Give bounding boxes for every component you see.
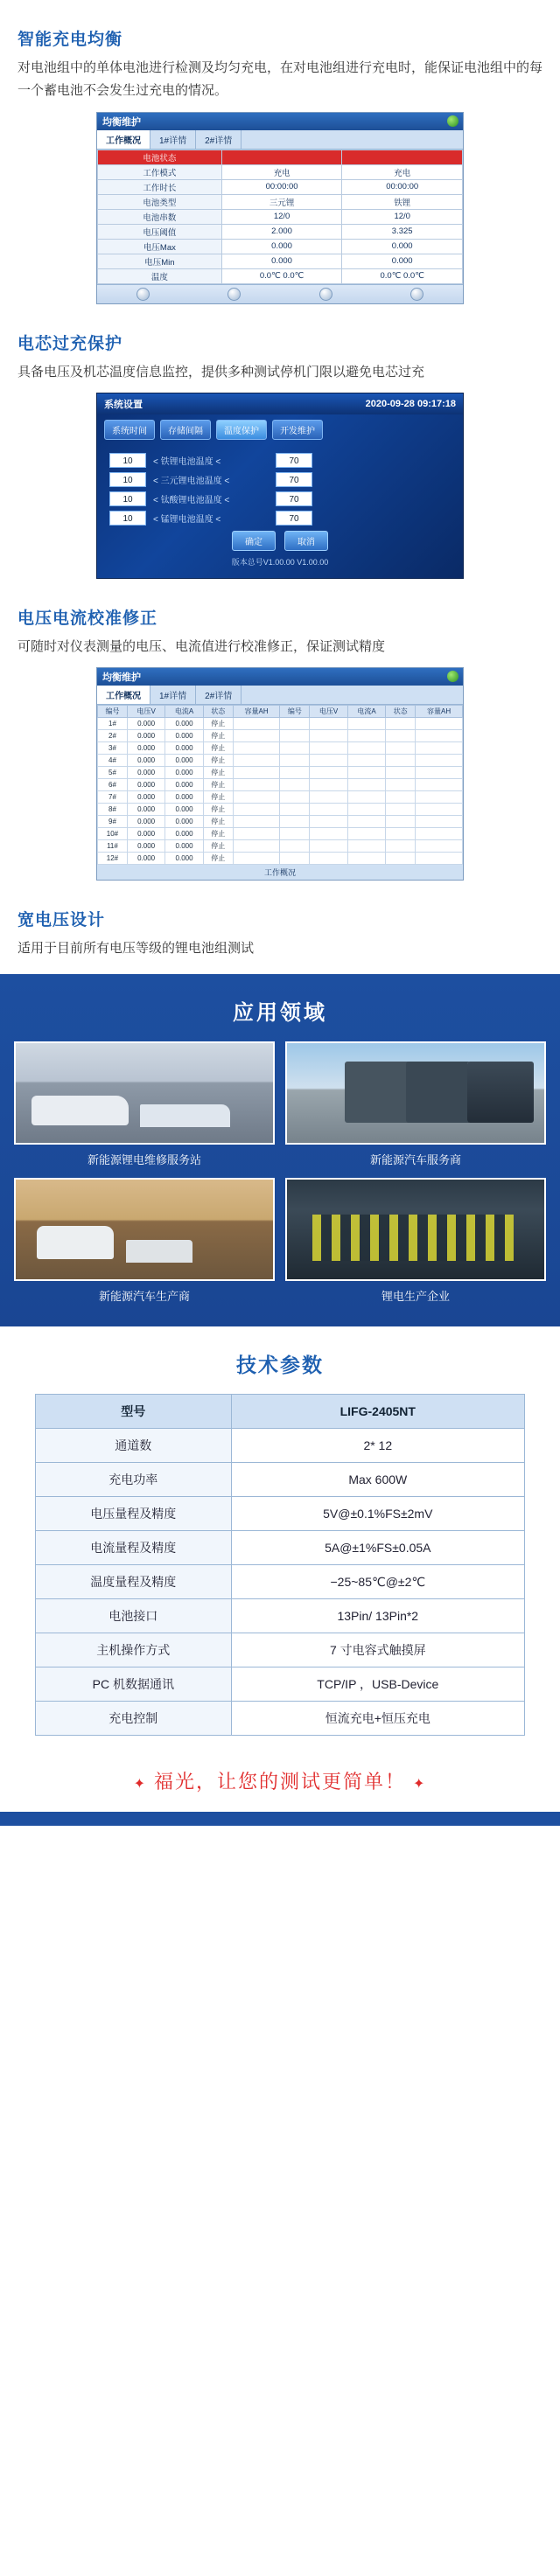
table-row [98, 853, 463, 865]
min-temp-input[interactable]: 10 [109, 472, 146, 487]
shot3-footer-label: 工作概况 [97, 865, 463, 880]
spec-row [36, 1633, 525, 1667]
card-caption: 新能源汽车服务商 [369, 1153, 461, 1167]
row-value-2 [342, 150, 463, 164]
cell-voltage-2 [310, 840, 347, 853]
table-row-status [98, 150, 463, 164]
col-no-2: 编号 [280, 706, 310, 718]
cell-voltage: 0.000 [127, 816, 164, 828]
cell-voltage: 0.000 [127, 755, 164, 767]
spec-header-row [36, 1395, 525, 1429]
row-value-2: 12/0 [342, 209, 463, 224]
cell-no-2 [280, 718, 310, 730]
section-body: 适用于目前所有电压等级的锂电池组测试 [18, 941, 255, 956]
cell-current-2 [347, 767, 385, 779]
section-wide-voltage [0, 886, 560, 960]
table-header-row [98, 706, 463, 718]
cell-no: 12# [98, 853, 128, 865]
max-temp-input[interactable]: 70 [276, 511, 312, 526]
table-row [98, 209, 463, 224]
table-row [98, 767, 463, 779]
cell-current: 0.000 [165, 767, 203, 779]
cell-no: 4# [98, 755, 128, 767]
cell-voltage: 0.000 [127, 767, 164, 779]
col-capacity: 容量AH [233, 706, 280, 718]
cell-capacity [233, 791, 280, 804]
cell-capacity-2 [416, 840, 463, 853]
shot1-footer-buttons[interactable] [97, 284, 463, 303]
section-smart-balance [0, 5, 560, 103]
cell-no: 9# [98, 816, 128, 828]
application-grid [0, 1041, 560, 1305]
cell-voltage-2 [310, 767, 347, 779]
cell-capacity-2 [416, 779, 463, 791]
cell-status-2 [386, 853, 416, 865]
cell-capacity [233, 816, 280, 828]
application-card [285, 1178, 546, 1305]
cell-current-2 [347, 718, 385, 730]
table-row [98, 730, 463, 742]
row-value-2: 0.000 [342, 239, 463, 254]
cell-voltage-2 [310, 816, 347, 828]
col-no: 编号 [98, 706, 128, 718]
min-temp-input[interactable]: 10 [109, 453, 146, 468]
cell-current-2 [347, 840, 385, 853]
row-value-1: 0.000 [221, 239, 342, 254]
table-row [98, 742, 463, 755]
footer-button-4-icon[interactable] [410, 288, 424, 301]
row-value-1 [221, 150, 342, 164]
shot1-table [97, 150, 463, 284]
shot3-titlebar [97, 668, 463, 686]
cell-current-2 [347, 816, 385, 828]
temp-row-label: < 锰锂电池温度 < [153, 514, 221, 525]
spec-value: TCP/IP ，USB-Device [231, 1667, 524, 1702]
section-application-fields [0, 974, 560, 1326]
cell-current-2 [347, 730, 385, 742]
cell-capacity [233, 718, 280, 730]
tab-detail-2[interactable]: 2#详情 [196, 130, 242, 149]
cell-status-2 [386, 804, 416, 816]
cell-capacity-2 [416, 718, 463, 730]
cell-capacity [233, 828, 280, 840]
spec-row [36, 1599, 525, 1633]
temp-row [109, 511, 451, 526]
col-status-2: 状态 [386, 706, 416, 718]
row-label: 电压Max [98, 239, 222, 254]
cell-current: 0.000 [165, 779, 203, 791]
spec-key: 型号 [36, 1395, 232, 1429]
col-voltage-2: 电压V [310, 706, 347, 718]
cancel-button[interactable]: 取消 [284, 531, 328, 551]
cell-capacity [233, 779, 280, 791]
cell-capacity [233, 840, 280, 853]
shot2-rows [97, 445, 463, 571]
footer-button-3-icon[interactable] [319, 288, 332, 301]
spec-value: 2* 12 [231, 1429, 524, 1463]
cell-status-2 [386, 828, 416, 840]
application-card [14, 1041, 275, 1169]
section-title: 宽电压设计 [18, 911, 106, 929]
temp-row [109, 472, 451, 487]
card-caption: 锂电生产企业 [381, 1290, 450, 1304]
tab-temperature-protection[interactable]: 温度保护 [216, 420, 267, 440]
cell-status: 停止 [203, 730, 233, 742]
cell-current: 0.000 [165, 804, 203, 816]
spec-row [36, 1565, 525, 1599]
spec-value: 13Pin/ 13Pin*2 [231, 1599, 524, 1633]
shot3-title: 均衡维护 [102, 672, 141, 683]
cell-status: 停止 [203, 840, 233, 853]
section-calibration [0, 584, 560, 658]
spec-row [36, 1531, 525, 1565]
cell-status: 停止 [203, 742, 233, 755]
cell-voltage-2 [310, 791, 347, 804]
row-value-1: 三元锂 [221, 194, 342, 209]
cell-current: 0.000 [165, 718, 203, 730]
cell-status-2 [386, 742, 416, 755]
tab-work-overview[interactable]: 工作概况 [97, 686, 150, 704]
row-value-2: 3.325 [342, 224, 463, 239]
confirm-button[interactable]: 确定 [232, 531, 276, 551]
row-label: 电池类型 [98, 194, 222, 209]
cell-capacity-2 [416, 742, 463, 755]
section-title: 电芯过充保护 [18, 334, 123, 353]
cell-status-2 [386, 730, 416, 742]
cell-capacity-2 [416, 853, 463, 865]
row-label: 电压Min [98, 254, 222, 268]
cell-voltage: 0.000 [127, 840, 164, 853]
application-card [285, 1041, 546, 1169]
cell-voltage: 0.000 [127, 853, 164, 865]
shot2-datetime: 2020-09-28 09:17:18 [365, 398, 456, 409]
cell-current-2 [347, 853, 385, 865]
max-temp-input[interactable]: 70 [276, 472, 312, 487]
footer-slogan [0, 1744, 560, 1803]
card-caption: 新能源汽车生产商 [98, 1290, 190, 1304]
temp-row-label: < 钛酸锂电池温度 < [153, 495, 230, 505]
spec-key: 充电功率 [36, 1463, 232, 1497]
tab-detail-1[interactable]: 1#详情 [150, 130, 196, 149]
spec-value: Max 600W [231, 1463, 524, 1497]
cell-no: 6# [98, 779, 128, 791]
footer-button-1-icon[interactable] [136, 288, 150, 301]
spec-key: PC 机数据通讯 [36, 1667, 232, 1702]
cell-no: 5# [98, 767, 128, 779]
row-value-2: 00:00:00 [342, 179, 463, 194]
cell-voltage: 0.000 [127, 779, 164, 791]
temp-row [109, 491, 451, 506]
photo-repair-station [14, 1041, 275, 1145]
temp-row-label: < 铁锂电池温度 < [153, 456, 221, 467]
spec-key: 电流量程及精度 [36, 1531, 232, 1565]
col-capacity-2: 容量AH [416, 706, 463, 718]
spec-value: 5A@±1%FS±0.05A [231, 1531, 524, 1565]
cell-status: 停止 [203, 779, 233, 791]
min-temp-input[interactable]: 10 [109, 511, 146, 526]
table-row [98, 718, 463, 730]
cell-no-2 [280, 742, 310, 755]
spec-key: 电池接口 [36, 1599, 232, 1633]
cell-status: 停止 [203, 816, 233, 828]
leaf-logo-icon [447, 115, 458, 127]
spec-key: 充电控制 [36, 1702, 232, 1736]
table-row [98, 239, 463, 254]
tab-developer-maintenance[interactable]: 开发维护 [272, 420, 323, 440]
cell-no-2 [280, 779, 310, 791]
cell-voltage-2 [310, 730, 347, 742]
photo-battery-manufacturer [285, 1178, 546, 1281]
tab-storage-interval[interactable]: 存储间隔 [160, 420, 211, 440]
cell-status-2 [386, 755, 416, 767]
cell-capacity-2 [416, 828, 463, 840]
cell-no-2 [280, 853, 310, 865]
row-value-1: 00:00:00 [221, 179, 342, 194]
version-text: 版本总号V1.00.00 V1.00.00 [231, 557, 329, 567]
row-label: 工作模式 [98, 164, 222, 179]
shot1-title: 均衡维护 [102, 116, 141, 128]
spec-value: −25~85℃@±2℃ [231, 1565, 524, 1599]
cell-current-2 [347, 804, 385, 816]
shot3-tabbar[interactable] [97, 686, 463, 705]
row-value-1: 充电 [221, 164, 342, 179]
cell-current-2 [347, 828, 385, 840]
screenshot-system-settings [0, 393, 560, 579]
application-card [14, 1178, 275, 1305]
section-body: 可随时对仪表测量的电压、电流值进行校准修正，保证测试精度 [18, 638, 386, 654]
table-row [98, 779, 463, 791]
shot3-table [97, 705, 463, 865]
cell-current: 0.000 [165, 853, 203, 865]
decor-left-icon: ✦ [133, 1777, 147, 1793]
cell-no: 11# [98, 840, 128, 853]
spec-row [36, 1463, 525, 1497]
slogan-text: 福光，让您的测试更简单！ [153, 1771, 406, 1793]
row-value-2: 充电 [342, 164, 463, 179]
section-specifications [0, 1326, 560, 1744]
cell-status-2 [386, 840, 416, 853]
footer-bar [0, 1812, 560, 1826]
row-label: 电池状态 [98, 150, 222, 164]
cell-status-2 [386, 816, 416, 828]
tab-system-time[interactable]: 系统时间 [104, 420, 155, 440]
row-value-2: 铁锂 [342, 194, 463, 209]
cell-no-2 [280, 840, 310, 853]
cell-no: 1# [98, 718, 128, 730]
application-title: 应用领域 [233, 1001, 327, 1026]
cell-status: 停止 [203, 791, 233, 804]
table-row [98, 194, 463, 209]
max-temp-input[interactable]: 70 [276, 453, 312, 468]
shot2-titlebar [97, 393, 463, 414]
cell-status: 停止 [203, 718, 233, 730]
cell-no-2 [280, 767, 310, 779]
cell-capacity-2 [416, 767, 463, 779]
cell-current: 0.000 [165, 730, 203, 742]
min-temp-input[interactable]: 10 [109, 491, 146, 506]
temp-row-label: < 三元锂电池温度 < [153, 476, 230, 486]
row-label: 温度 [98, 268, 222, 283]
shot2-title: 系统设置 [104, 399, 143, 410]
cell-no-2 [280, 828, 310, 840]
cell-current-2 [347, 742, 385, 755]
row-value-1: 2.000 [221, 224, 342, 239]
screenshot-channel-table [0, 667, 560, 881]
cell-current: 0.000 [165, 742, 203, 755]
cell-current: 0.000 [165, 840, 203, 853]
cell-current: 0.000 [165, 828, 203, 840]
cell-voltage: 0.000 [127, 742, 164, 755]
spec-row [36, 1667, 525, 1702]
cell-capacity [233, 755, 280, 767]
table-row [98, 840, 463, 853]
shot2-buttons[interactable] [109, 531, 451, 551]
spec-key: 电压量程及精度 [36, 1497, 232, 1531]
spec-value: LIFG-2405NT [231, 1395, 524, 1429]
cell-voltage: 0.000 [127, 791, 164, 804]
cell-voltage-2 [310, 853, 347, 865]
table-row [98, 791, 463, 804]
section-title: 智能充电均衡 [18, 31, 123, 49]
shot1-tabbar[interactable] [97, 130, 463, 150]
cell-capacity-2 [416, 816, 463, 828]
cell-no-2 [280, 804, 310, 816]
cell-no-2 [280, 755, 310, 767]
row-value-1: 12/0 [221, 209, 342, 224]
tab-detail-2[interactable]: 2#详情 [196, 686, 242, 704]
col-current: 电流A [165, 706, 203, 718]
table-row [98, 755, 463, 767]
cell-voltage-2 [310, 718, 347, 730]
cell-status-2 [386, 767, 416, 779]
cell-capacity [233, 730, 280, 742]
table-row [98, 254, 463, 268]
cell-status: 停止 [203, 853, 233, 865]
cell-status: 停止 [203, 828, 233, 840]
cell-current: 0.000 [165, 791, 203, 804]
cell-voltage: 0.000 [127, 718, 164, 730]
spec-row [36, 1702, 525, 1736]
spec-row [36, 1429, 525, 1463]
table-row [98, 268, 463, 283]
cell-capacity [233, 742, 280, 755]
spec-row [36, 1497, 525, 1531]
table-row [98, 828, 463, 840]
section-body: 具备电压及机芯温度信息监控，提供多种测试停机门限以避免电芯过充 [18, 364, 425, 379]
section-overcharge-protection [0, 310, 560, 384]
cell-voltage: 0.000 [127, 730, 164, 742]
spec-table [35, 1394, 525, 1736]
cell-current-2 [347, 791, 385, 804]
spec-title: 技术参数 [236, 1354, 324, 1377]
cell-capacity [233, 853, 280, 865]
cell-no: 10# [98, 828, 128, 840]
cell-status: 停止 [203, 755, 233, 767]
cell-no: 2# [98, 730, 128, 742]
row-value-1: 0.000 [221, 254, 342, 268]
footer-button-2-icon[interactable] [228, 288, 241, 301]
cell-no: 3# [98, 742, 128, 755]
cell-current: 0.000 [165, 755, 203, 767]
cell-voltage-2 [310, 779, 347, 791]
table-row [98, 224, 463, 239]
cell-no: 7# [98, 791, 128, 804]
spec-value: 恒流充电+恒压充电 [231, 1702, 524, 1736]
cell-no-2 [280, 816, 310, 828]
spec-key: 通道数 [36, 1429, 232, 1463]
table-row [98, 164, 463, 179]
cell-status-2 [386, 779, 416, 791]
cell-no-2 [280, 730, 310, 742]
cell-current-2 [347, 779, 385, 791]
cell-capacity-2 [416, 804, 463, 816]
row-label: 电压阈值 [98, 224, 222, 239]
table-row [98, 816, 463, 828]
cell-capacity-2 [416, 730, 463, 742]
cell-capacity-2 [416, 791, 463, 804]
cell-no: 8# [98, 804, 128, 816]
photo-vehicle-manufacturer [14, 1178, 275, 1281]
col-current-2: 电流A [347, 706, 385, 718]
leaf-logo-icon [447, 671, 458, 682]
card-caption: 新能源锂电维修服务站 [87, 1153, 201, 1167]
cell-current-2 [347, 755, 385, 767]
row-label: 工作时长 [98, 179, 222, 194]
cell-voltage: 0.000 [127, 828, 164, 840]
row-value-1: 0.0℃ 0.0℃ [221, 268, 342, 283]
table-row [98, 804, 463, 816]
cell-status: 停止 [203, 804, 233, 816]
col-status: 状态 [203, 706, 233, 718]
temp-row [109, 453, 451, 468]
cell-capacity [233, 767, 280, 779]
cell-capacity [233, 804, 280, 816]
cell-status-2 [386, 791, 416, 804]
spec-value: 7 寸电容式触摸屏 [231, 1633, 524, 1667]
section-title: 电压电流校准修正 [18, 609, 158, 628]
spec-key: 温度量程及精度 [36, 1565, 232, 1599]
cell-voltage-2 [310, 742, 347, 755]
cell-capacity-2 [416, 755, 463, 767]
table-row [98, 179, 463, 194]
cell-no-2 [280, 791, 310, 804]
spec-value: 5V@±0.1%FS±2mV [231, 1497, 524, 1531]
decor-right-icon: ✦ [413, 1777, 427, 1793]
tab-detail-1[interactable]: 1#详情 [150, 686, 196, 704]
photo-service-provider [285, 1041, 546, 1145]
col-voltage: 电压V [127, 706, 164, 718]
cell-status-2 [386, 718, 416, 730]
cell-voltage-2 [310, 755, 347, 767]
cell-voltage: 0.000 [127, 804, 164, 816]
shot2-tabbar[interactable] [97, 414, 463, 445]
row-label: 电池串数 [98, 209, 222, 224]
cell-status: 停止 [203, 767, 233, 779]
row-value-2: 0.000 [342, 254, 463, 268]
max-temp-input[interactable]: 70 [276, 491, 312, 506]
screenshot-balance-maintenance [0, 112, 560, 304]
shot1-titlebar [97, 113, 463, 130]
cell-current: 0.000 [165, 816, 203, 828]
row-value-2: 0.0℃ 0.0℃ [342, 268, 463, 283]
tab-work-overview[interactable]: 工作概况 [97, 130, 150, 149]
spec-key: 主机操作方式 [36, 1633, 232, 1667]
cell-voltage-2 [310, 804, 347, 816]
cell-voltage-2 [310, 828, 347, 840]
section-body: 对电池组中的单体电池进行检测及均匀充电，在对电池组进行充电时，能保证电池组中的每一个蓄电池不会发生过充电的情况。 [18, 60, 543, 99]
